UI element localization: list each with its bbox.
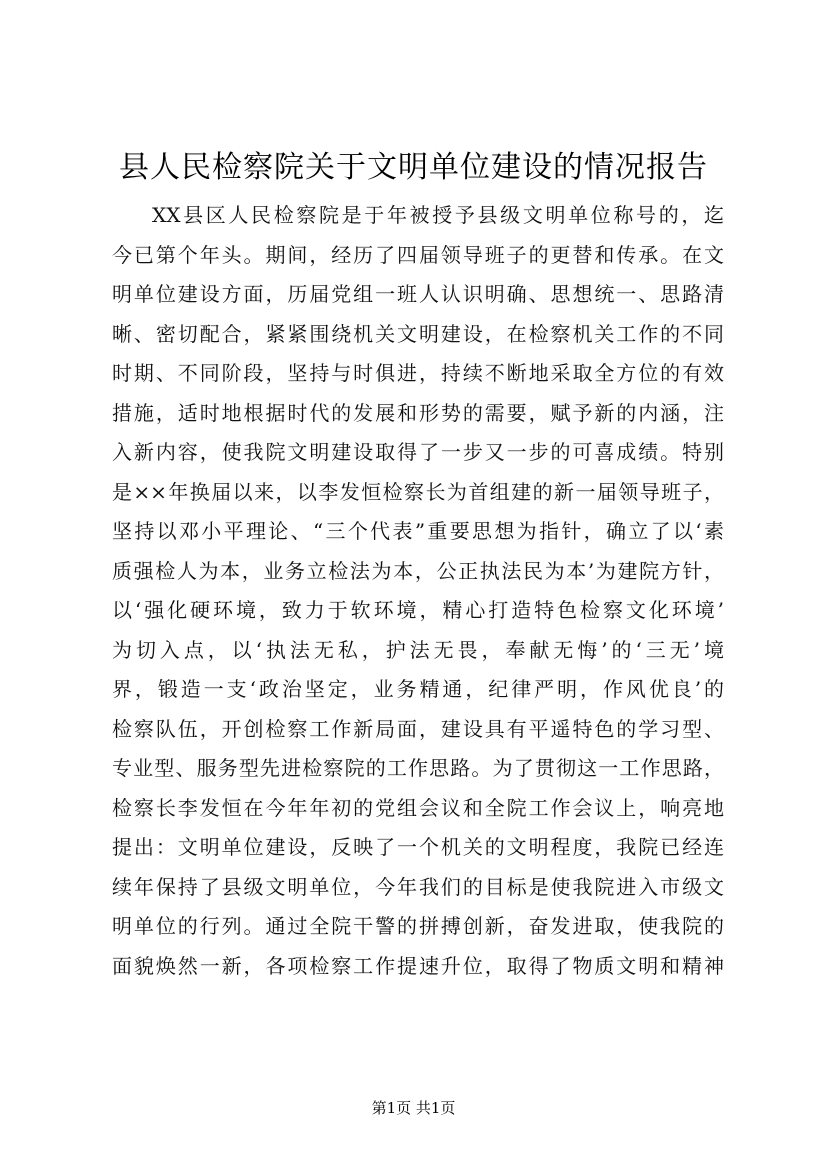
body-line: 是××年换届以来，以李发恒检察长为首组建的新一届领导班子， bbox=[112, 479, 724, 504]
body-line: 面貌焕然一新，各项检察工作提速升位，取得了物质文明和精神 bbox=[112, 953, 724, 978]
body-line: 界，锻造一支‘政治坚定，业务精通，纪律严明，作风优良’的 bbox=[112, 677, 724, 701]
body-line: 时期、不同阶段，坚持与时俱进，持续不断地采取全方位的有效 bbox=[112, 361, 724, 385]
document-body bbox=[112, 196, 724, 986]
body-line: 明单位建设方面，历届党组一班人认识明确、思想统一、思路清 bbox=[112, 282, 724, 306]
body-line: 续年保持了县级文明单位，今年我们的目标是使我院进入市级文 bbox=[112, 874, 724, 899]
body-line: 专业型、服务型先进检察院的工作思路。为了贯彻这一工作思路， bbox=[112, 756, 724, 780]
body-line: 晰、密切配合，紧紧围绕机关文明建设，在检察机关工作的不同 bbox=[112, 321, 724, 346]
document-title: 县人民检察院关于文明单位建设的情况报告 bbox=[119, 150, 708, 185]
body-line: 今已第个年头。期间，经历了四届领导班子的更替和传承。在文 bbox=[112, 242, 724, 267]
body-line: 检察队伍，开创检察工作新局面，建设具有平遥特色的学习型、 bbox=[112, 716, 724, 741]
body-line: 提出：文明单位建设，反映了一个机关的文明程度，我院已经连 bbox=[112, 835, 724, 859]
body-line: 入新内容，使我院文明建设取得了一步又一步的可喜成绩。特别 bbox=[112, 440, 724, 464]
body-line: 明单位的行列。通过全院干警的拼搏创新，奋发进取，使我院的 bbox=[112, 914, 724, 938]
body-line: XX县区人民检察院是于年被授予县级文明单位称号的，迄 bbox=[152, 203, 724, 227]
body-line: 措施，适时地根据时代的发展和形势的需要，赋予新的内涵，注 bbox=[112, 400, 724, 425]
body-line: 检察长李发恒在今年年初的党组会议和全院工作会议上，响亮地 bbox=[112, 795, 724, 820]
body-line: 坚持以邓小平理论、“三个代表”重要思想为指针，确立了以‘素 bbox=[112, 519, 724, 543]
page-number-footer: 第1页 共1页 bbox=[371, 1099, 456, 1117]
body-line: 为切入点，以‘执法无私，护法无畏，奉献无悔’的‘三无’境 bbox=[112, 637, 724, 662]
body-line: 质强检人为本，业务立检法为本，公正执法民为本’为建院方针， bbox=[112, 558, 724, 583]
body-line: 以‘强化硬环境，致力于软环境，精心打造特色检察文化环境’ bbox=[112, 598, 724, 622]
